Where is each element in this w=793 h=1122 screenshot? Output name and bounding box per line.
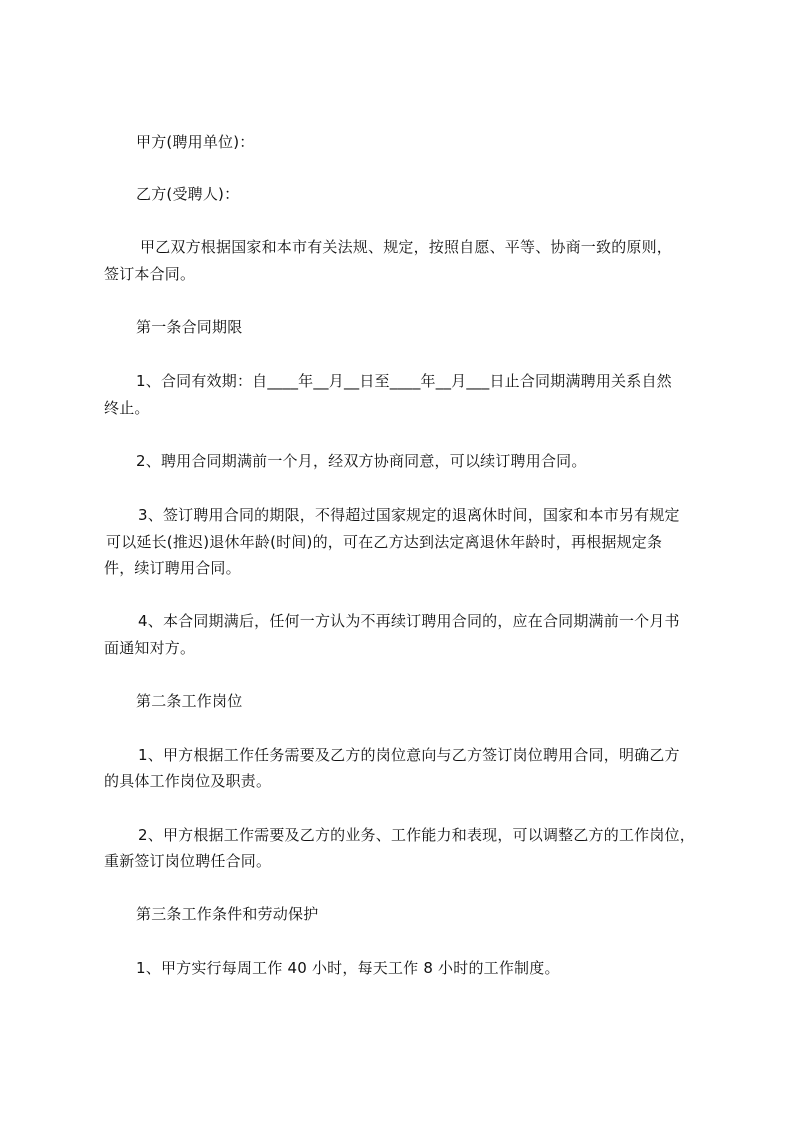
party-a-line: 甲方(聘用单位)： xyxy=(136,133,255,151)
article-1-clause-3-line-1: 3、签订聘用合同的期限，不得超过国家规定的退离休时间，国家和本市另有规定 xyxy=(138,506,680,524)
article-3-heading: 第三条工作条件和劳动保护 xyxy=(136,905,319,923)
preamble-line-1: 甲乙双方根据国家和本市有关法规、规定，按照自愿、平等、协商一致的原则， xyxy=(140,238,673,256)
article-1-clause-4-line-2: 面通知对方。 xyxy=(104,639,196,657)
article-1-clause-2: 2、聘用合同期满前一个月，经双方协商同意，可以续订聘用合同。 xyxy=(136,452,587,470)
article-1-heading: 第一条合同期限 xyxy=(136,318,243,336)
article-1-clause-1-line-1: 1、合同有效期：自____年__月__日至____年__月___日止合同期满聘用关系自然 xyxy=(136,372,672,390)
article-1-clause-3-line-3: 件，续订聘用合同。 xyxy=(104,559,241,577)
article-2-clause-2-line-1: 2、甲方根据工作需要及乙方的业务、工作能力和表现，可以调整乙方的工作岗位， xyxy=(138,826,695,844)
preamble-line-2: 签订本合同。 xyxy=(104,265,196,283)
article-1-clause-4-line-1: 4、本合同期满后，任何一方认为不再续订聘用合同的，应在合同期满前一个月书 xyxy=(138,612,680,630)
party-b-line: 乙方(受聘人)： xyxy=(136,185,240,203)
article-3-clause-1: 1、甲方实行每周工作 40 小时，每天工作 8 小时的工作制度。 xyxy=(136,959,560,977)
article-1-clause-1-line-2: 终止。 xyxy=(104,399,150,417)
article-2-clause-2-line-2: 重新签订岗位聘任合同。 xyxy=(104,852,272,870)
article-1-clause-3-line-2: 可以延长(推迟)退休年龄(时间)的，可在乙方达到法定离退休年龄时，再根据规定条 xyxy=(106,533,663,551)
article-2-clause-1-line-1: 1、甲方根据工作任务需要及乙方的岗位意向与乙方签订岗位聘用合同，明确乙方 xyxy=(138,746,680,764)
article-2-clause-1-line-2: 的具体工作岗位及职责。 xyxy=(104,772,272,790)
article-2-heading: 第二条工作岗位 xyxy=(136,692,243,710)
